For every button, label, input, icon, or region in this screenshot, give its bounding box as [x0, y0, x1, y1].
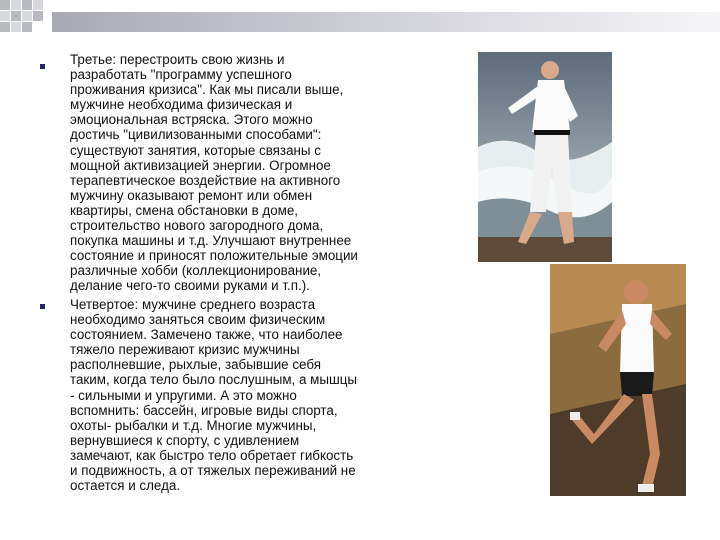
corner-decoration [0, 0, 720, 40]
paragraph-third: Третье: перестроить свою жизнь и разработать "программу успешного проживания кризиса". Как мы писали выше, мужчине необходима физическая и эмоциональная встряска. Этого можно достичь "цивилизованными способами": существуют занятия, которые связаны с мощной активизацией энергии. Огромное терапевтическое воздействие на активного мужчину оказывают ремонт или обмен квартиры, смена обстановки в доме, строительство нового загородного дома, покупка машины и т.д. Улучшают внутреннее состояние и приносят положительные эмоции различные хобби (коллекционирование, делание чего-то своими руками и т.п.). [70, 52, 358, 294]
bullet-square-icon [40, 304, 45, 309]
bullet-square-icon [40, 64, 45, 69]
runner-photo [550, 264, 686, 496]
paragraph-fourth: Четвертое: мужчине среднего возраста необходимо заняться своим физическим состоянием. Замечено также, что наиболее тяжело переживают кризис мужчины располневшие, рыхлые, забывшие себя таким, когда тело было послушным, а мышцы - сильными и упругими. А это можно вспомнить: бассейн, игровые виды спорта, охоты- рыбалки и т.д. Многие мужчины, вернувшиеся к спорту, с удивлением замечают, как быстро тело обретает гибкость и подвижность, а от тяжелых переживаний не остается и следа. [70, 297, 358, 494]
karate-photo [478, 52, 612, 262]
